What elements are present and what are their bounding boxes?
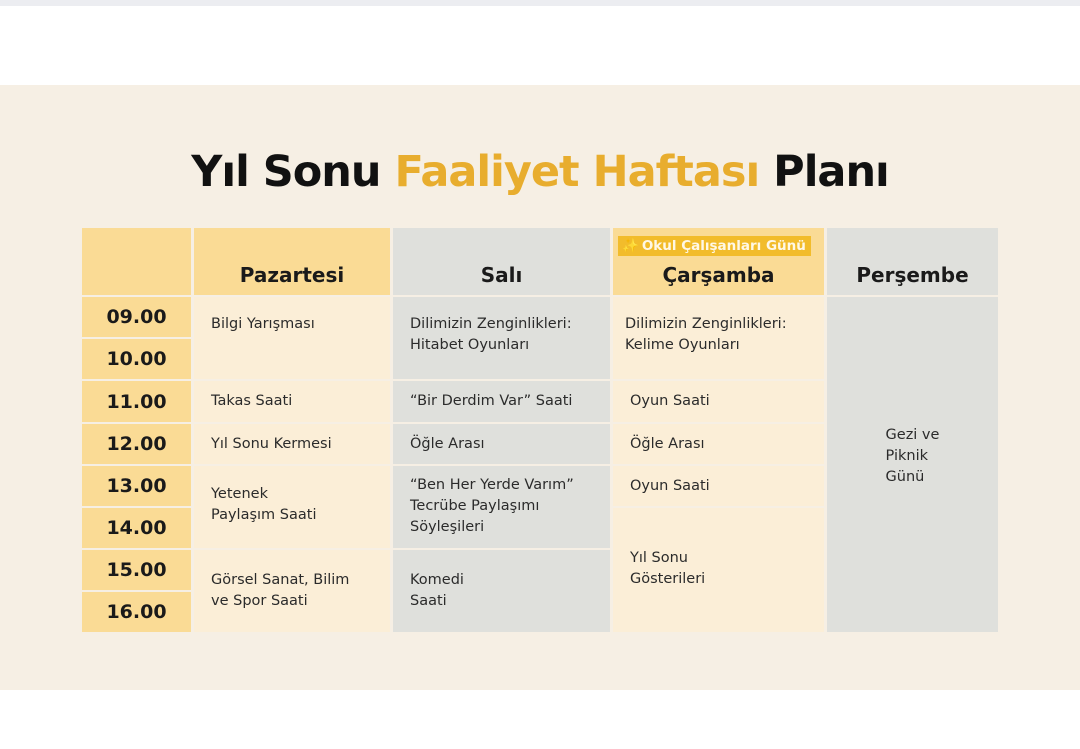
time-1400: 14.00 [82, 508, 191, 548]
activity-label: Oyun Saati [630, 477, 710, 494]
activity-label: Yetenek Paylaşım Saati [211, 486, 317, 523]
activity-label: “Ben Her Yerde Varım” Tecrübe Paylaşımı Söyleşileri [410, 477, 574, 535]
activity-label: “Bir Derdim Var” Saati [410, 393, 573, 409]
badge-label: Okul Çalışanları Günü [641, 238, 806, 254]
time-1600: 16.00 [82, 592, 191, 632]
activity-cell [613, 424, 824, 464]
activity-label: Gezi ve Piknik Günü [885, 427, 940, 485]
activity-cell [613, 297, 824, 379]
title-part-2: Planı [759, 147, 889, 197]
activity-cell [613, 381, 824, 422]
activity-label: Takas Saati [211, 393, 293, 409]
time-1200: 12.00 [82, 424, 191, 464]
page-title [0, 147, 1080, 197]
activity-label: Komedi Saati [410, 572, 464, 609]
activity-label: Öğle Arası [410, 435, 485, 452]
activity-cell [194, 424, 390, 464]
day-header-sali: Salı [393, 228, 610, 295]
top-bar [0, 0, 1080, 6]
activity-cell [194, 550, 390, 632]
schedule-card [0, 85, 1080, 690]
title-accent: Faaliyet Haftası [394, 147, 760, 197]
activity-label: Öğle Arası [630, 435, 705, 452]
bottom-area [0, 690, 1080, 749]
activity-cell [194, 466, 390, 548]
activity-cell [613, 466, 824, 506]
sparkles-icon: ✨ [622, 238, 639, 254]
day-header-pazartesi: Pazartesi [194, 228, 390, 295]
corner-cell [82, 228, 191, 295]
time-1100: 11.00 [82, 381, 191, 422]
activity-cell [393, 297, 610, 379]
staff-day-badge [618, 236, 811, 256]
activity-label: Dilimizin Zenginlikleri: Hitabet Oyunları [410, 316, 572, 353]
activity-cell [393, 550, 610, 632]
activity-label: Bilgi Yarışması [211, 316, 315, 332]
activity-cell [393, 466, 610, 548]
schedule-table [82, 228, 998, 630]
time-1300: 13.00 [82, 466, 191, 506]
day-header-carsamba-label: Çarşamba [662, 263, 775, 287]
activity-cell [194, 381, 390, 422]
time-1500: 15.00 [82, 550, 191, 590]
day-header-carsamba [613, 228, 824, 295]
activity-label: Yıl Sonu Kermesi [211, 435, 332, 452]
time-0900: 09.00 [82, 297, 191, 337]
activity-cell [393, 424, 610, 464]
activity-label: Yıl Sonu Gösterileri [630, 550, 706, 587]
activity-label: Oyun Saati [630, 393, 710, 409]
activity-label: Dilimizin Zenginlikleri: Kelime Oyunları [625, 316, 787, 353]
activity-cell [194, 297, 390, 379]
activity-cell [827, 297, 998, 632]
activity-cell [393, 381, 610, 422]
day-header-persembe: Perşembe [827, 228, 998, 295]
time-1000: 10.00 [82, 339, 191, 379]
activity-label: Görsel Sanat, Bilim ve Spor Saati [211, 572, 350, 609]
title-part-1: Yıl Sonu [191, 147, 395, 197]
activity-cell [613, 508, 824, 632]
